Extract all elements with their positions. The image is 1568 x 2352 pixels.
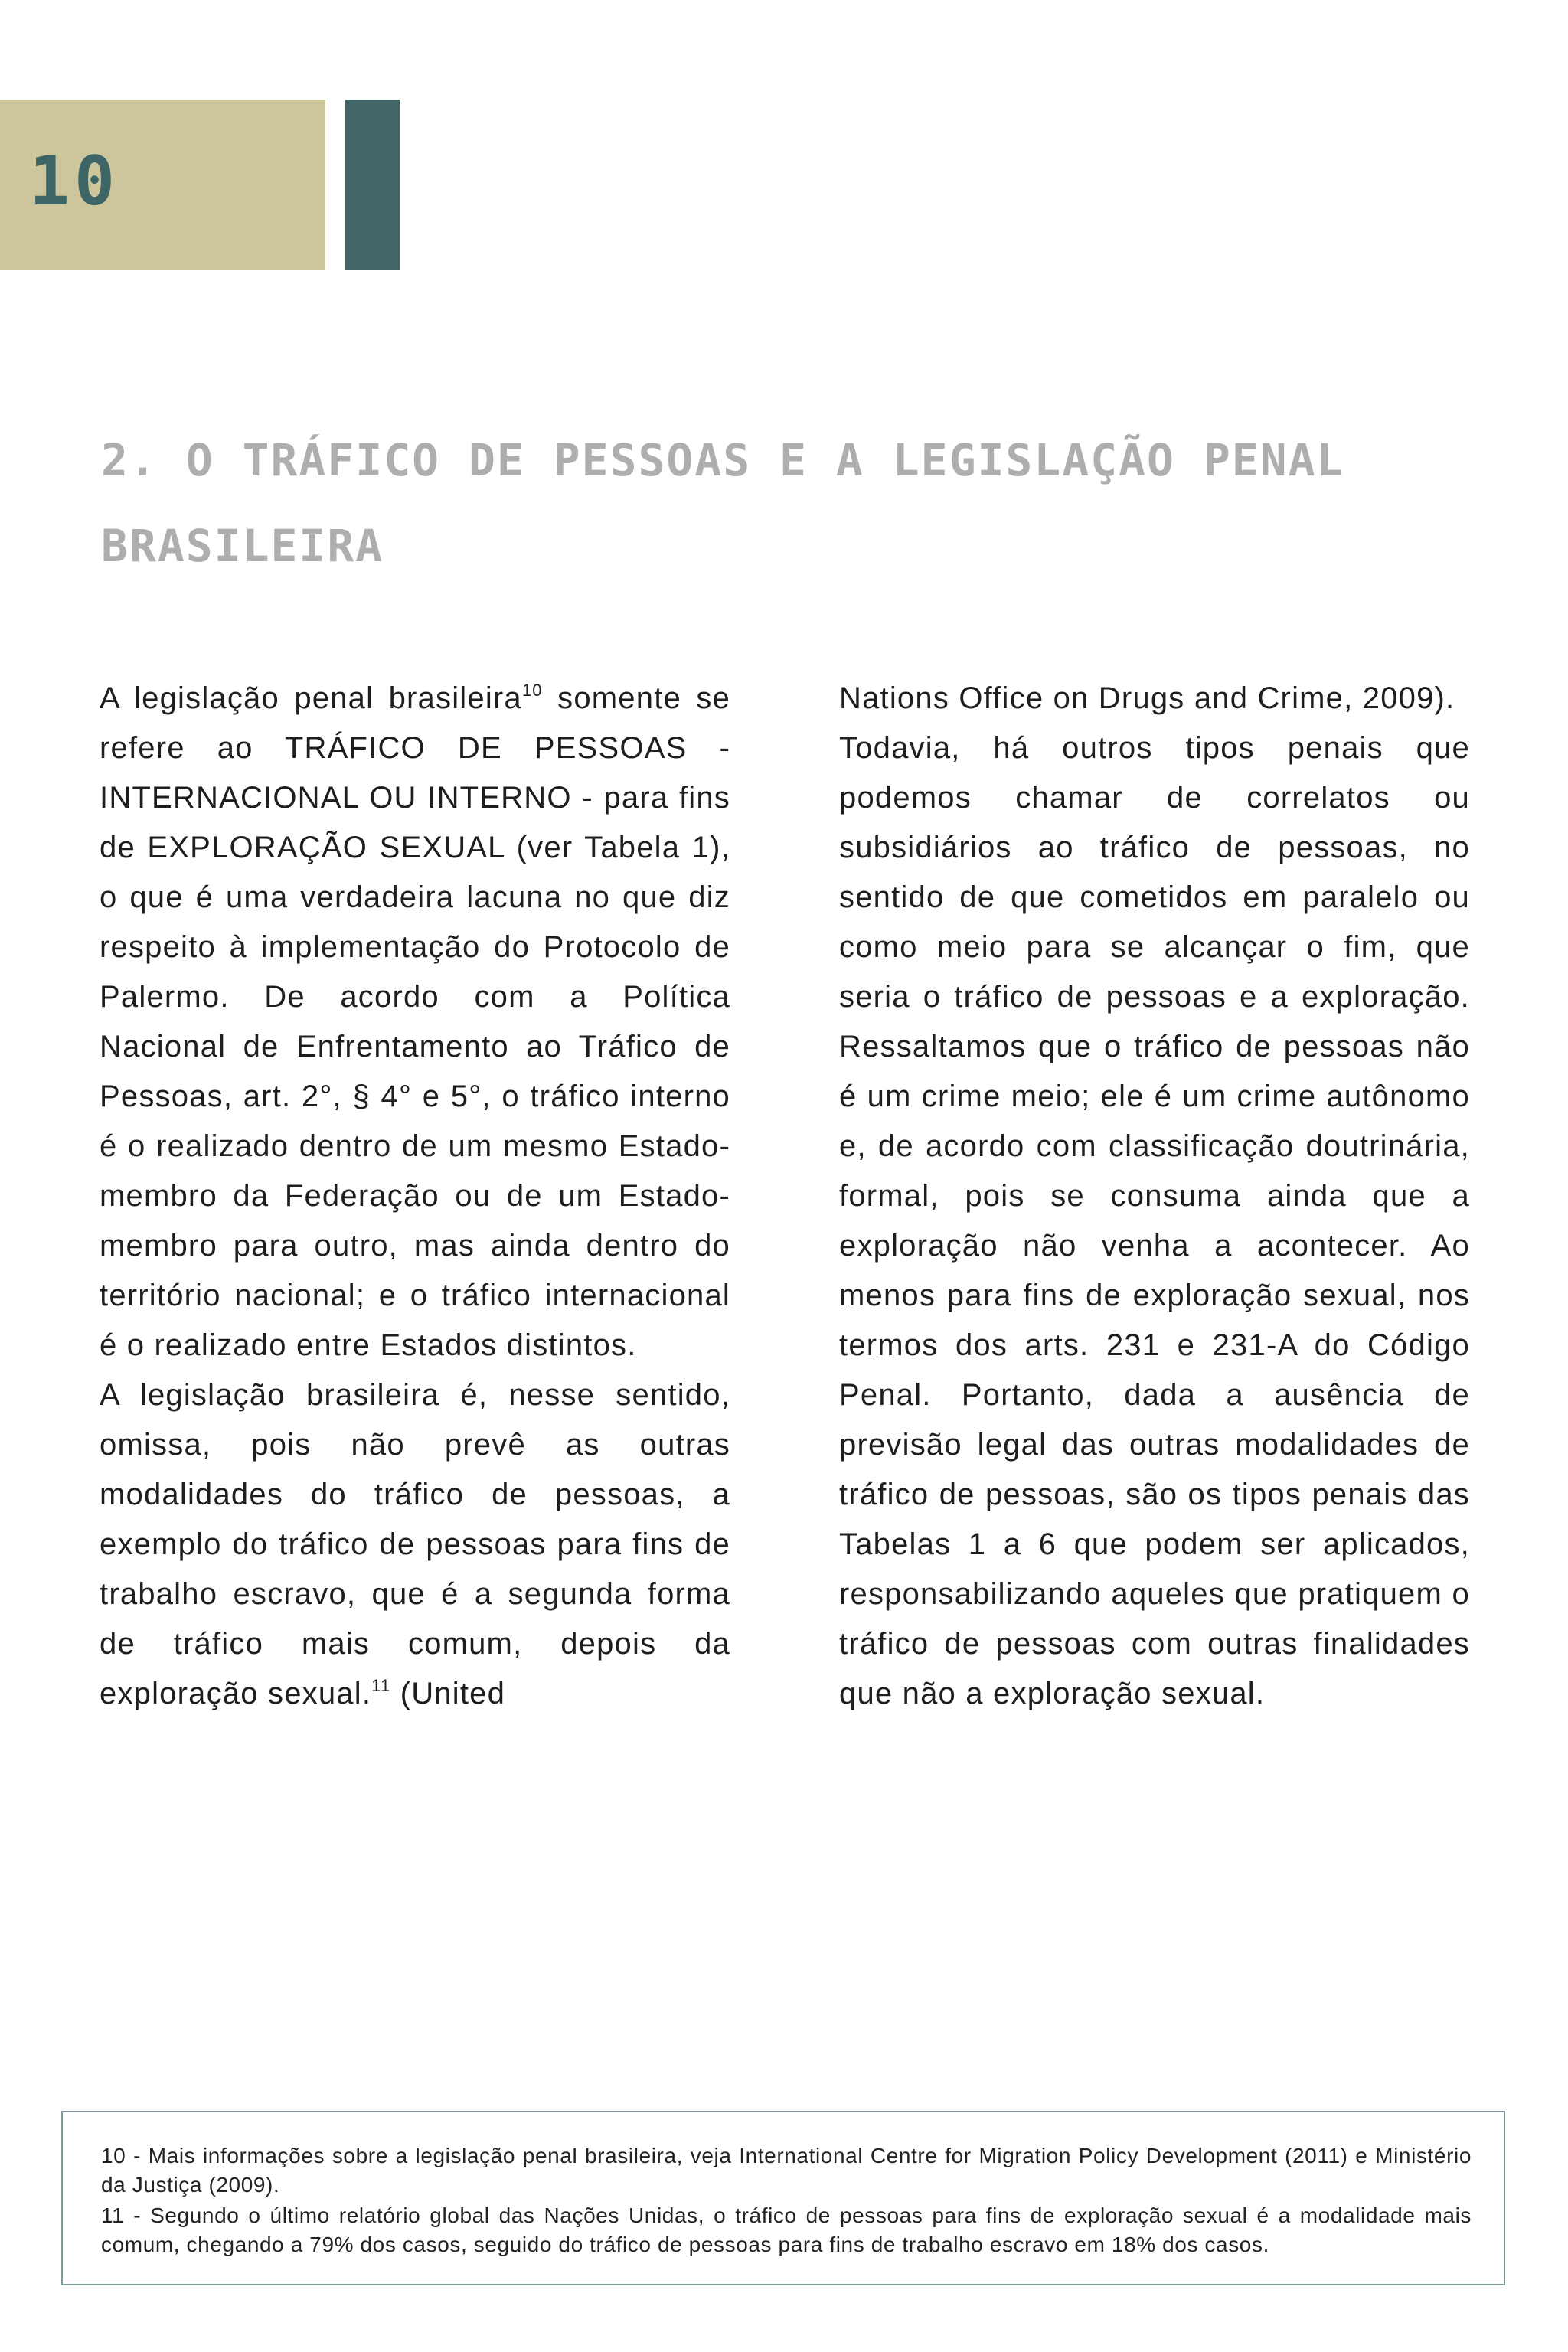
body-column-left (100, 674, 730, 1719)
section-title: 2. O TRÁFICO DE PESSOAS E A LEGISLAÇÃO PENAL BRASILEIRA (101, 434, 1345, 572)
page-number: 10 (29, 142, 119, 220)
paragraph-1-text-start: A legislação penal brasileira (100, 681, 522, 715)
footnote-ref-10: 10 (521, 681, 543, 700)
paragraph-2-continued: Nations Office on Drugs and Crime, 2009). (839, 681, 1455, 715)
footnote-ref-11: 11 (371, 1676, 391, 1695)
footnotes-box (61, 2111, 1505, 2285)
paragraph-1-text-end: somente se refere ao TRÁFICO DE PESSOAS - INTERNACIONAL OU INTERNO - para fins de EXPLORAÇÃO SEXUAL (ver Tabela 1), o que é uma verdadeira lacuna no que diz respeito à implementação do Protocolo de Palermo. De acordo com a Política Nacional de Enfrentamento ao Tráfico de Pessoas, art. 2°, § 4° e 5°, o tráfico interno é o realizado dentro de um mesmo Estado-membro da Federação ou de um Estado-membro para outro, mas ainda dentro do território nacional; e o tráfico internacional é o realizado entre Estados distintos. (100, 681, 730, 1362)
footnote-10: 10 - Mais informações sobre a legislação penal brasileira, veja International Centre for Migration Policy Development (2011) e Ministério da Justiça (2009). (101, 2144, 1472, 2197)
paragraph-1 (100, 674, 730, 1370)
paragraph-2-text-start: A legislação brasileira é, nesse sentido, omissa, pois não prevê as outras modalidades do tráfico de pessoas, a exemplo do tráfico de pessoas para fins de trabalho escravo, que é a segunda forma de tráfico mais comum, depois da exploração sexual. (100, 1378, 730, 1710)
paragraph-2-text-end: (United (390, 1677, 506, 1710)
footnote-11: 11 - Segundo o último relatório global das Nações Unidas, o tráfico de pessoas para fins de exploração sexual é a modalidade mais comum, chegando a 79% dos casos, seguido do tráfico de pessoas para fins de trabalho escravo em 18% dos casos. (101, 2203, 1472, 2256)
page-accent-bar (345, 100, 400, 270)
paragraph-3: Todavia, há outros tipos penais que podemos chamar de correlatos ou subsidiários ao tráfico de pessoas, no sentido de que cometidos em paralelo ou como meio para se alcançar o fim, que seria o tráfico de pessoas e a exploração. Ressaltamos que o tráfico de pessoas não é um crime meio; ele é um crime autônomo e, de acordo com classificação doutrinária, formal, pois se consuma ainda que a exploração não venha a acontecer. Ao menos para fins de exploração sexual, nos termos dos arts. 231 e 231-A do Código Penal. Portanto, dada a ausência de previsão legal das outras modalidades de tráfico de pessoas, são os tipos penais das Tabelas 1 a 6 que podem ser aplicados, responsabilizando aqueles que pratiquem o tráfico de pessoas com outras finalidades que não a exploração sexual. (839, 731, 1470, 1710)
paragraph-2 (100, 1370, 730, 1719)
body-column-right (839, 674, 1470, 1719)
